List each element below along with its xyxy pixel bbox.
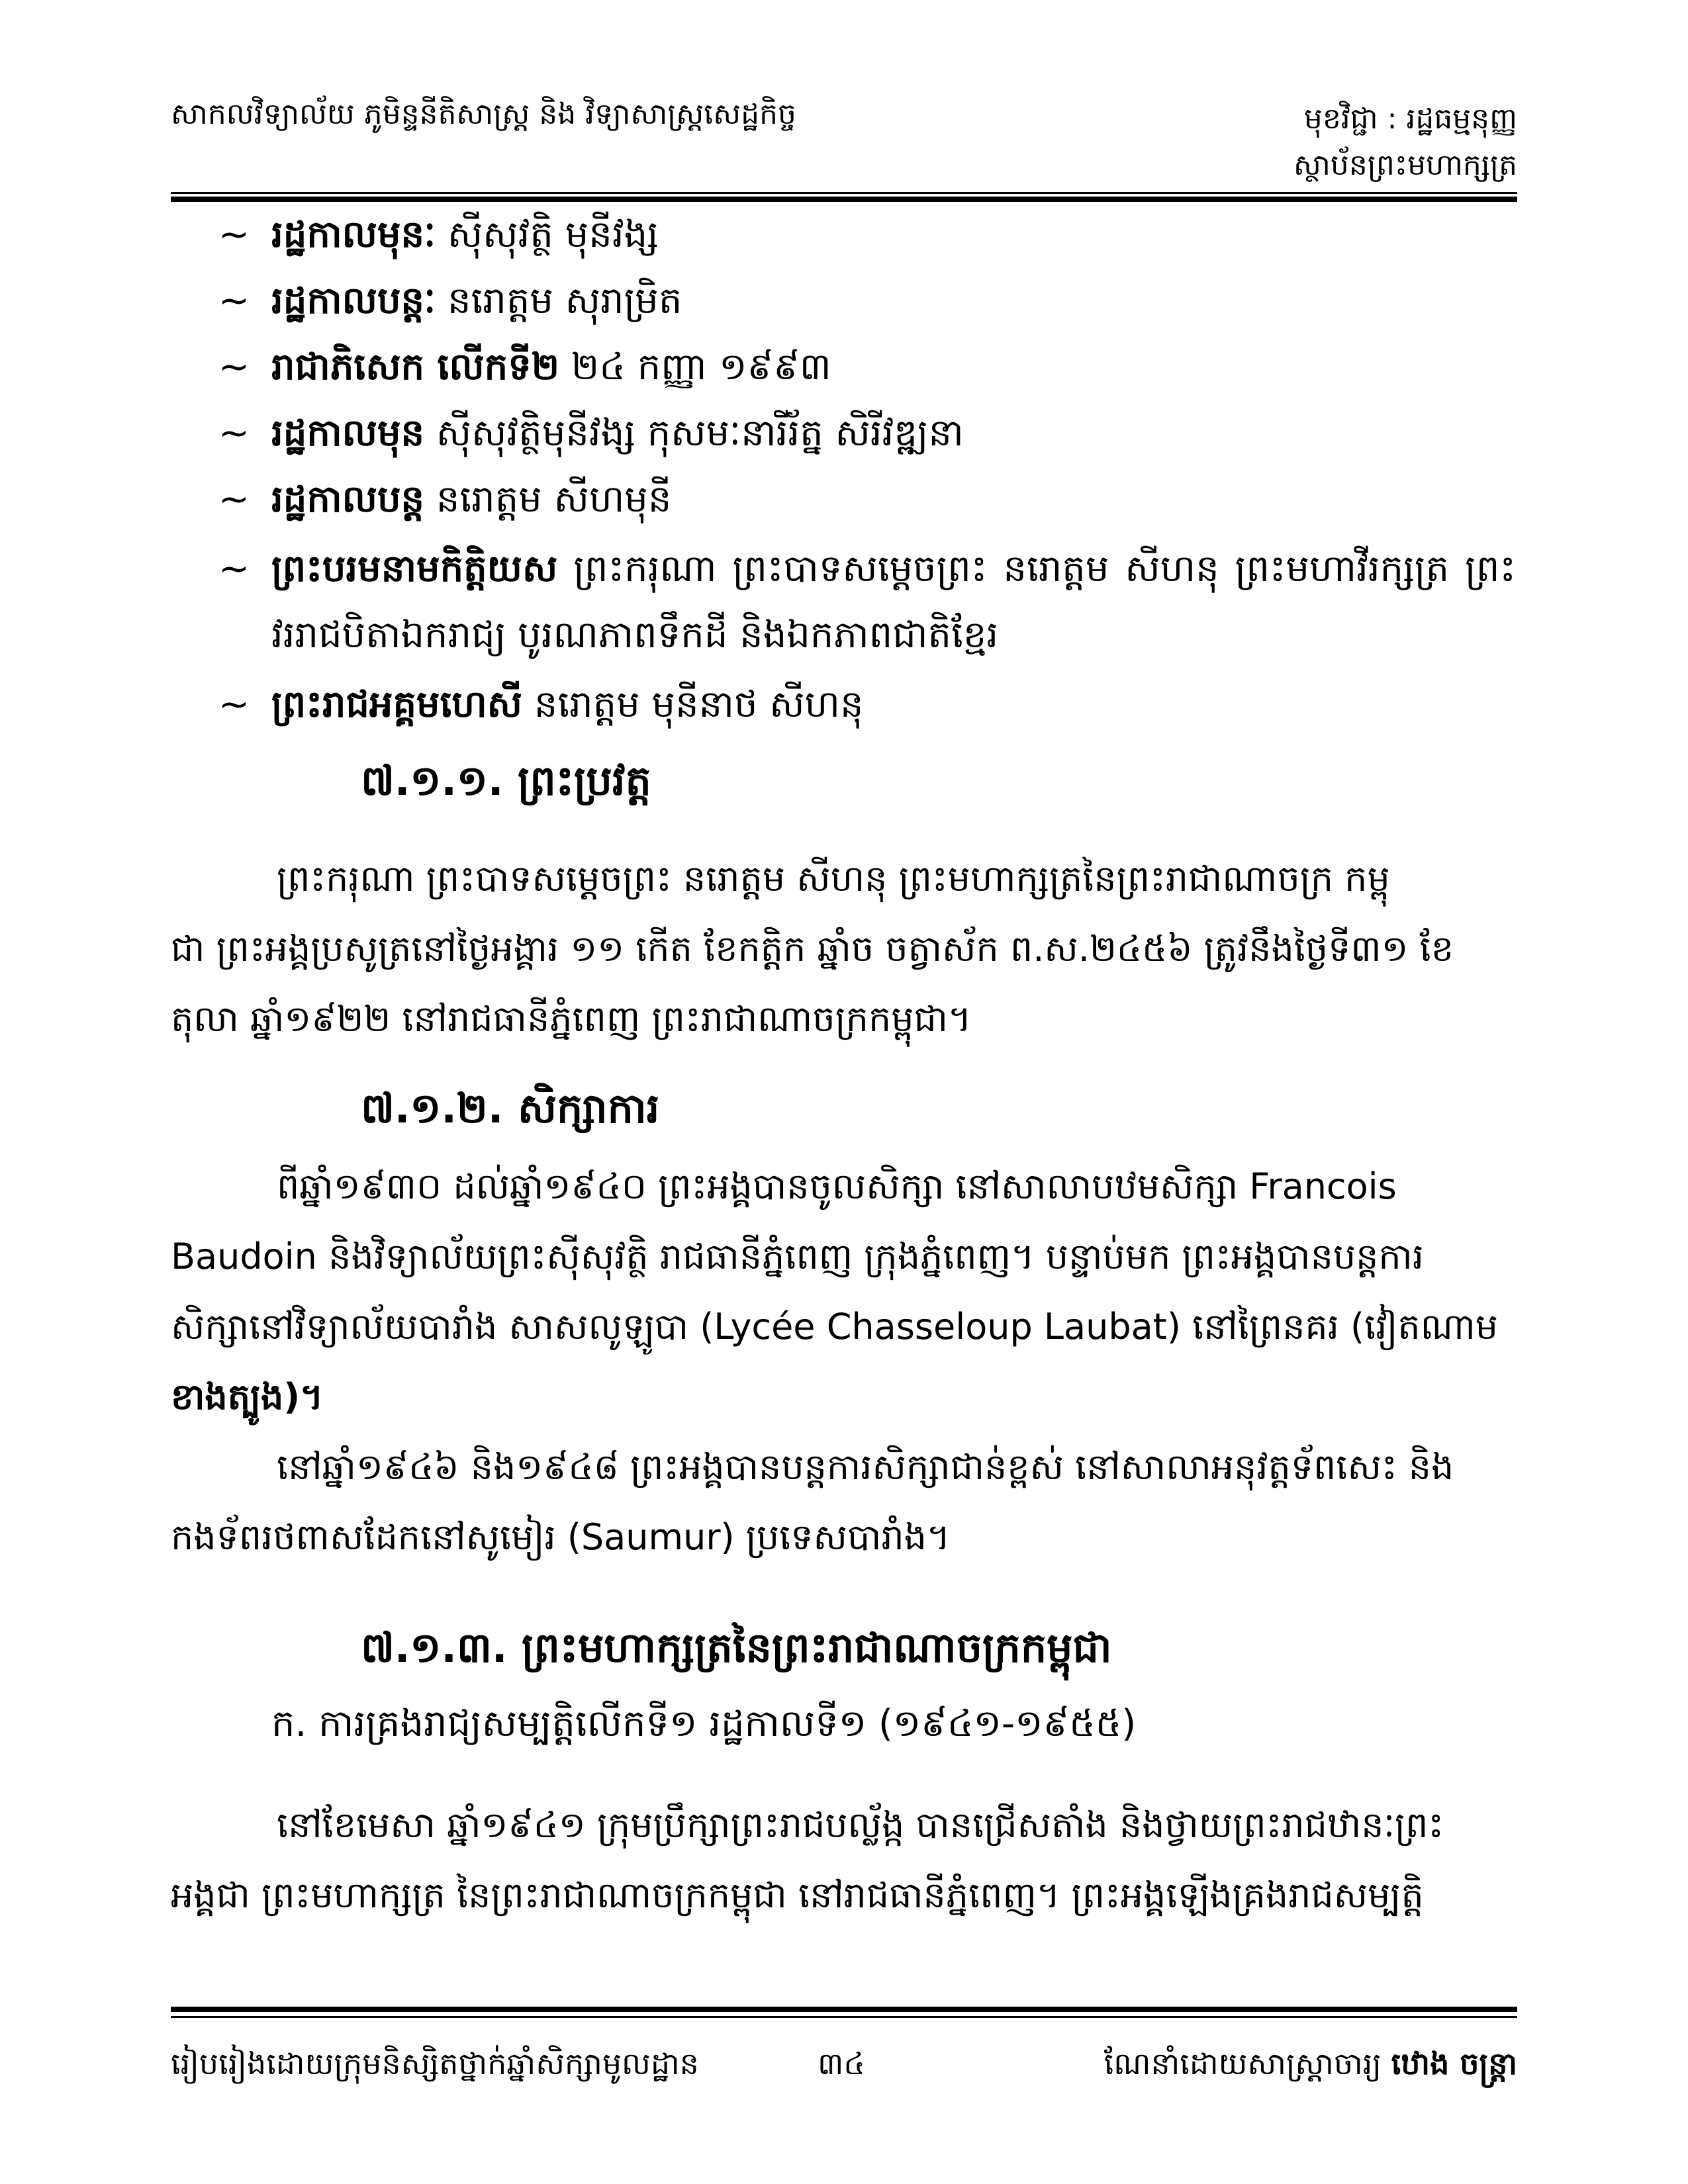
list-item-value: នរោត្តម មុនីនាថ សីហនុ [522,683,864,726]
paragraph-line: នៅឆ្នាំ១៩៤៦ និង១៩៤៨ ព្រះអង្គបានបន្តការសិក្សាជាន់ខ្ពស់ នៅសាលាអនុវត្តទ័ពសេះ និង [277,1446,1454,1488]
list-item-value: នរោត្តម សុរាម្រិត [436,279,682,322]
list-item-label: ព្រះរាជអគ្គមហេសី [271,683,522,726]
header-university: សាកលវិទ្យាល័យ ភូមិន្ទនីតិសាស្ត្រ និង វិទ្យាសាស្ត្រសេដ្ឋកិច្ច [171,97,796,131]
paragraph-line: សិក្សានៅវិទ្យាល័យបារាំង សាសលូឡូបា (Lycée Chasseloup Laubat) នៅព្រៃនគរ (វៀតណាម [171,1306,1499,1347]
list-item-value: ២៤ កញ្ញា ១៩៩៣ [559,345,831,388]
list-item-label: រដ្ឋកាលបន្ត [271,478,425,521]
footer-author: រៀបរៀងដោយក្រុមនិស្សិតថ្នាក់ឆ្នាំសិក្សាមូលដ្ឋាន [171,2046,699,2081]
header-subject-line: មុខវិជ្ជា : រដ្ឋធម្មនុញ្ញ [1303,102,1517,136]
list-item-label: រដ្ឋកាលមុន [271,412,425,455]
paragraph-line: តុលា ឆ្នាំ១៩២២ នៅរាជធានីភ្នំពេញ ព្រះរាជាណាចក្រកម្ពុជា។ [171,998,972,1040]
footer-advisor [1104,2045,1517,2089]
paragraph-line: ព្រះករុណា ព្រះបាទសម្តេចព្រះ នរោត្តម សីហនុ ព្រះមហាក្សត្រនៃព្រះរាជាណាចក្រ កម្ពុ [277,858,1390,899]
bullet-marker: ~ [218,412,250,455]
header-chapter-line: ស្ថាប័នព្រះមហាក្សត្រ [1293,148,1517,182]
section-heading-education: ៧.១.២. សិក្សាការ [361,1084,660,1132]
footer-rule-thin [171,2016,1517,2018]
bullet-marker: ~ [218,279,250,322]
bullet-marker: ~ [218,345,250,388]
footer-advisor-name: ឋោង ចន្ត្រា [1391,2046,1517,2081]
footer-rule-thick [171,2007,1517,2012]
header-rule-thick [171,197,1517,202]
list-item-value: ស៊ីសុវត្ថិ មុនីវង្ស [436,213,659,256]
list-item-label: ព្រះបរមនាមកិត្តិយស [271,547,558,590]
bullet-marker: ~ [218,547,250,590]
subsection-heading: ក. ការគ្រងរាជ្យសម្បត្តិលើកទី១ រដ្ឋកាលទី១ (១៩៤១-១៩៥៥) [271,1702,1137,1745]
paragraph-line: នៅខែមេសា ឆ្នាំ១៩៤១ ក្រុមប្រឹក្សាព្រះរាជបល្ល័ង្ក បានជ្រើសតាំង និងថ្វាយព្រះរាជឋានៈព្រះ [277,1804,1444,1846]
paragraph-biography [171,844,1517,1054]
list-item-value: នរោត្តម សីហមុនី [424,478,672,521]
page-number: ៣៤ [818,2046,865,2081]
bullet-marker: ~ [218,478,250,521]
paragraph-line: ជា ព្រះអង្គប្រសូត្រនៅថ្ងៃអង្គារ ១១ កើត ខែកត្តិក ឆ្នាំច ចត្វាស័ក ព.ស.២៤៥៦ ត្រូវនឹងថ្ងៃទី៣១ ខែ [171,928,1454,970]
header-rule-thin [171,192,1517,194]
list-item-label: រដ្ឋកាលបន្តៈ [271,279,436,322]
paragraph-line: ពីឆ្នាំ១៩៣០ ដល់ឆ្នាំ១៩៤០ ព្រះអង្គបានចូលសិក្សា នៅសាលាបឋមសិក្សា Francois [277,1165,1397,1207]
bullet-marker: ~ [218,683,250,726]
paragraph-line: ខាងត្បូង)។ [171,1376,324,1418]
list-item-label: រដ្ឋកាលមុនៈ [271,213,436,256]
footer-advisor-prefix: ណែនាំដោយសាស្ត្រាចារ្យ [1103,2046,1382,2081]
paragraph-education [171,1152,1517,1572]
bullet-marker: ~ [218,213,250,256]
paragraph-reign [171,1790,1517,1931]
list-item-label: រាជាភិសេក លើកទី២ [271,345,560,388]
section-heading-reign: ៧.១.៣. ព្រះមហាក្សត្រនៃព្រះរាជាណាចក្រកម្ពុជា [361,1623,1112,1672]
paragraph-line: អង្គជា ព្រះមហាក្សត្រ នៃព្រះរាជាណាចក្រកម្ពុជា នៅរាជធានីភ្នំពេញ។ ព្រះអង្គឡើងគ្រងរាជសម្បត្តិ [171,1874,1424,1916]
list-item-value: ស៊ីសុវត្ថិមុនីវង្ស កុសមៈនារីរ័ត្ន សិរីវឌ្ឍនា [424,412,964,455]
paragraph-line: Baudoin និងវិទ្យាល័យព្រះស៊ីសុវត្ថិ រាជធានីភ្នំពេញ ក្រុងភ្នំពេញ។ បន្ទាប់មក ព្រះអង្គបានបន្តការ [171,1236,1424,1277]
header-subject [1293,96,1517,189]
paragraph-line: កងទ័ពរថពាសដែកនៅសូមៀរ (Saumur) ប្រទេសបារាំង។ [171,1516,951,1558]
list-item-value: ព្រះករុណា ព្រះបាទសម្តេចព្រះ នរោត្តម សីហនុ ព្រះមហាវីរក្សត្រ ព្រះវររាជបិតាឯករាជ្យ បូរណភាពទឹកដី និងឯកភាពជាតិខ្មែរ [271,547,1516,657]
section-heading-biography: ៧.១.១. ព្រះប្រវត្ត [361,756,651,805]
